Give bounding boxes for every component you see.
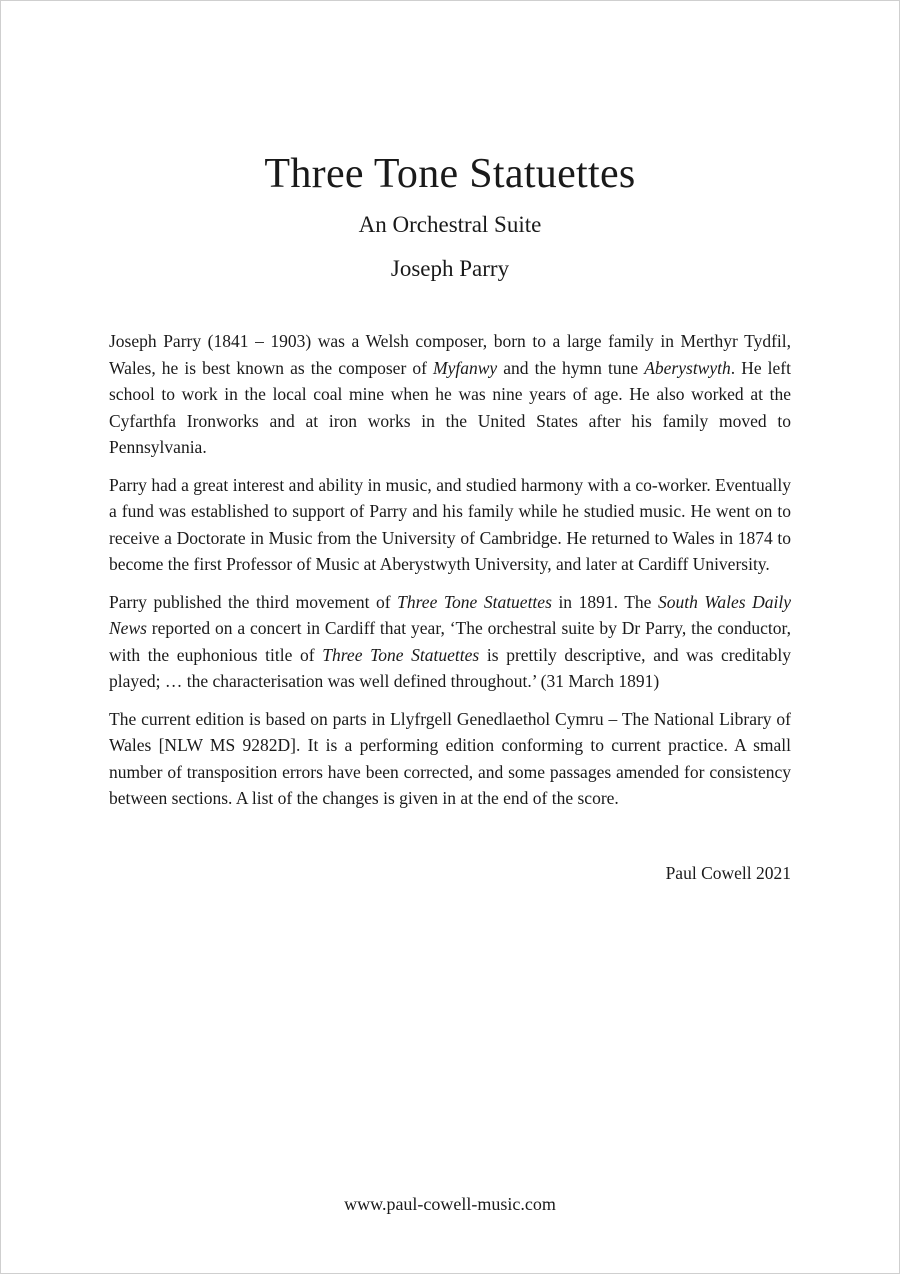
composer-name: Joseph Parry [390,256,510,281]
body-text [109,328,791,823]
footer-url[interactable]: www.paul-cowell-music.com [344,1194,556,1214]
paragraph-text: The current edition is based on parts in Llyfrgell Genedlaethol Cymru – The National Library of Wales [NLW MS 9282D]. It is a performing edition conforming to current practice. A small number of transposition errors have been corrected, and some passages amended for consistency between sections. A list of the changes is given in at the end of the score. [109,708,791,808]
paragraph-1 [109,328,791,461]
paragraph-text: reported on a concert in Cardiff that year, ‘The orchestral suite by Dr Parry, the conductor, with the euphonious title of [109,618,791,665]
page-subtitle: An Orchestral Suite [358,212,542,237]
paragraph-text: . He left school to work in the local coal mine when he was nine years of age. He also worked at the Cyfarthfa Ironworks and at iron works in the United States after his family moved to Pennsylvania. [109,357,791,457]
paragraph-3 [109,589,791,695]
paragraph-2 [109,472,791,578]
italic-title-text: Aberystwyth [644,357,731,378]
paragraph-text: Joseph Parry (1841 – 1903) was a Welsh composer, born to a large family in Merthyr Tydfil, Wales, he is best known as the composer of [109,331,791,378]
italic-title-text: South Wales Daily News [109,591,791,638]
italic-title-text: Three Tone Statuettes [322,644,480,665]
italic-title-text: Myfanwy [433,357,498,378]
paragraph-text: Parry had a great interest and ability in music, and studied harmony with a co-worker. Eventually a fund was established to support of Parry and his family while he studied music. He went on to receive a Doctorate in Music from the University of Cambridge. He returned to Wales in 1874 to become the first Professor of Music at Aberystwyth University, and later at Cardiff University. [109,474,791,574]
paragraph-4 [109,706,791,812]
paragraph-text: Parry published the third movement of [109,591,398,612]
paragraph-text: and the hymn tune [497,357,645,378]
page-title: Three Tone Statuettes [264,151,636,197]
paragraph-text: is prettily descriptive, and was creditably played; … the characterisation was well defined throughout.’ (31 March 1891) [109,644,791,691]
italic-title-text: Three Tone Statuettes [397,591,552,612]
signature: Paul Cowell 2021 [665,863,791,883]
paragraph-text: in 1891. The [551,591,658,612]
